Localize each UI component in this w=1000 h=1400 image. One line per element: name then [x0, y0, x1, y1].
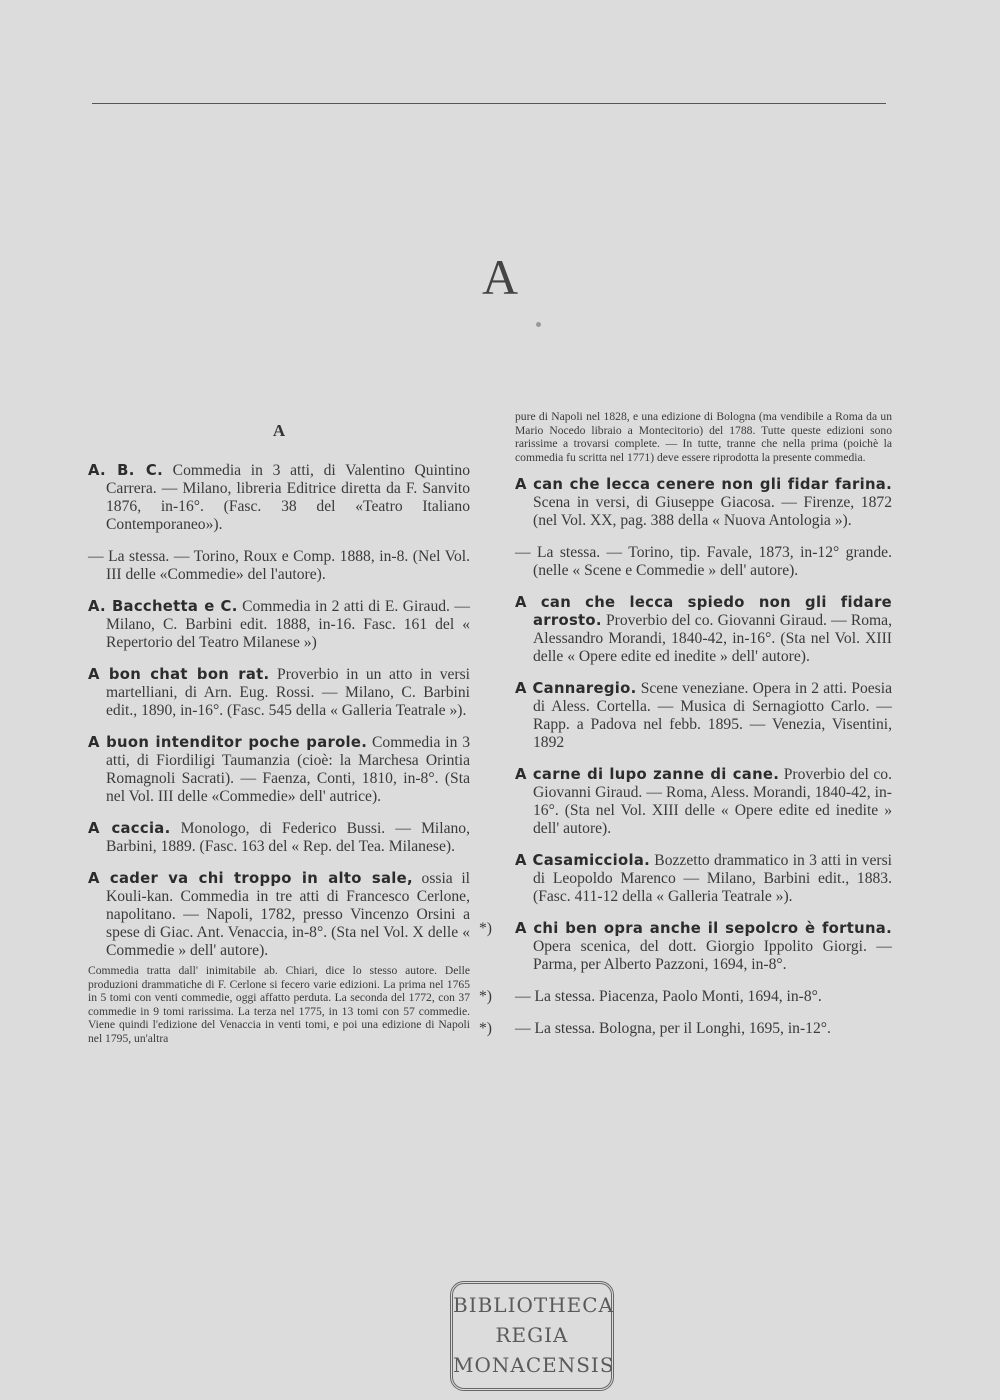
entry [88, 870, 470, 960]
entry-headword: A. Bacchetta e C. [88, 598, 238, 615]
entry-headword: A bon chat bon rat. [88, 666, 270, 683]
entry-text: Commedia in 3 atti, di Valentino Quintino Carrera. — Milano, libreria Editrice diretta da F. Sanvito 1876, in-16°. (Fasc. 38 del «Teatro Italiano Contemporaneo»). [106, 462, 470, 533]
entry-text: — La stessa. — Torino, tip. Favale, 1873, in-12° grande. (nelle « Scene e Commedie » dell' autore). [515, 544, 892, 580]
entry-text: Monologo, di Federico Bussi. — Milano, Barbini, 1889. (Fasc. 163 del « Rep. del Tea. Milanese). [106, 820, 471, 855]
entry-headword: A cader va chi troppo in alto sale, [88, 870, 413, 887]
entry [88, 734, 470, 806]
entry [479, 988, 892, 1006]
right-column [479, 410, 892, 1052]
entry [479, 1020, 892, 1038]
entry [479, 920, 892, 974]
footnote-text: Commedia tratta dall' inimitabile ab. Chiari, dice lo stesso autore. Delle produzioni drammatiche di F. Cerlone si fecero varie edizioni. La prima nel 1765 in 5 tomi con venti commedie, oggi affatto perduta. La seconda del 1772, con 37 commedie in 9 tomi rarissima. La terza nel 1775, in 13 tomi con 57 commedie. Viene quindi l'edizione del Venaccia in venti tomi, e poi una edizione di Napoli nel 1795, un'altra [88, 964, 470, 1045]
entry-headword: A can che lecca cenere non gli fidar farina. [515, 476, 892, 494]
entry [515, 852, 892, 906]
stamp-line: REGIA [495, 1323, 569, 1347]
stamp-line: MONACENSIS [453, 1353, 615, 1377]
entry [515, 680, 892, 752]
entry-text: — La stessa. Bologna, per il Longhi, 1695, in-12°. [515, 1020, 831, 1038]
entry [515, 766, 892, 838]
entry-text: Bozzetto drammatico in 3 atti in versi di Leopoldo Marenco — Milano, Barbini edit., 1883. (Fasc. 411-12 della « Galleria Teatrale »). [533, 852, 892, 906]
entry [88, 548, 470, 584]
entry [88, 820, 470, 856]
page-letter-heading: A [481, 249, 519, 305]
ink-dot [536, 322, 541, 327]
entry [515, 544, 892, 580]
entry-headword: A can che lecca spiedo non gli fidare arrosto. [515, 594, 892, 630]
entry-headword: A chi ben opra anche il sepolcro è fortuna. [515, 920, 892, 938]
entry-text: Commedia in 3 atti, di Fiordiligi Taumanzia (cioè: la Marchesa Orintia Romagnoli Sacrati). — Faenza, Conti, 1810, in-8°. (Sta nel Vol. III delle «Commedie» dell' autrice). [106, 734, 470, 805]
entry [88, 462, 470, 534]
entry-headword: A. B. C. [88, 462, 163, 479]
top-rule [92, 103, 886, 104]
entry [88, 666, 470, 720]
entry-text: — La stessa. — Torino, Roux e Comp. 1888, in-8. (Nel Vol. III delle «Commedie» del l'autore). [88, 548, 470, 583]
asterisk-mark: *) [479, 920, 492, 938]
entry-text: Proverbio del co. Giovanni Giraud. — Roma, Aless. Morandi, 1840-42, in-16°. (Sta nel Vol. XIII delle « Opere edite ed inedite » dell' autore). [533, 766, 892, 838]
entry-headword: A Casamicciola. [515, 852, 651, 870]
entry-text: Scena in versi, di Giuseppe Giacosa. — Firenze, 1872 (nel Vol. XX, pag. 388 della « Nuova Antologia »). [533, 494, 892, 530]
footnote-continuation: pure di Napoli nel 1828, e una edizione di Bologna (ma vendibile a Roma da un Mario Nocedo libraio a Montecitorio) del 1788. Tutte queste edizioni sono rarissime a trovarsi complete. — In tutte, tranne che nella prima (poichè la commedia fu scritta nel 1771) deve essere riprodotta la presente commedia. [515, 410, 892, 464]
entry-text: Commedia in 2 atti di E. Giraud. — Milano, C. Barbini edit. 1888, in-16. Fasc. 161 del « Repertorio del Teatro Milanese ») [106, 598, 470, 651]
asterisk-mark: *) [479, 1020, 492, 1038]
library-stamp [450, 1281, 614, 1391]
entry-headword: A Cannaregio. [515, 680, 637, 698]
entry-text: Scene veneziane. Opera in 2 atti. Poesia di Aless. Cortella. — Musica di Sernagiotto Carlo. — Rapp. a Padova nel febb. 1895. — Venezia, Visentini, 1892 [533, 680, 892, 752]
entry [515, 476, 892, 530]
entry-text: ossia il Kouli-kan. Commedia in tre atti di Francesco Cerlone, napolitano. — Napoli, 1782, presso Vincenzo Orsini a spese di Giac. Ant. Venaccia, in-8°. (Sta nel Vol. X delle « Commedie » dell' autore). [106, 870, 470, 959]
entry-text: Opera scenica, del dott. Giorgio Ippolito Giorgi. — Parma, per Alberto Pazzoni, 1694, in-8°. [533, 938, 892, 974]
entry-headword: A caccia. [88, 820, 171, 837]
entry-text: Proverbio del co. Giovanni Giraud. — Roma, Alessandro Morandi, 1840-42, in-16°. (Sta nel Vol. XIII delle « Opere edite ed inedite » dell' autore). [533, 612, 892, 666]
entry-text: — La stessa. Piacenza, Paolo Monti, 1694, in-8°. [515, 988, 822, 1006]
entry [88, 598, 470, 652]
asterisk-mark: *) [479, 988, 492, 1006]
section-letter: A [272, 421, 286, 440]
entry [515, 594, 892, 666]
entry-headword: A carne di lupo zanne di cane. [515, 766, 780, 784]
left-column [88, 410, 470, 1060]
stamp-line: BIBLIOTHECA [453, 1293, 614, 1317]
entry-headword: A buon intenditor poche parole. [88, 734, 368, 751]
entry-text: Proverbio in un atto in versi martelliani, di Arn. Eug. Rossi. — Milano, C. Barbini edit., 1890, in-16°. (Fasc. 545 della « Galleria Teatrale »). [106, 666, 470, 719]
